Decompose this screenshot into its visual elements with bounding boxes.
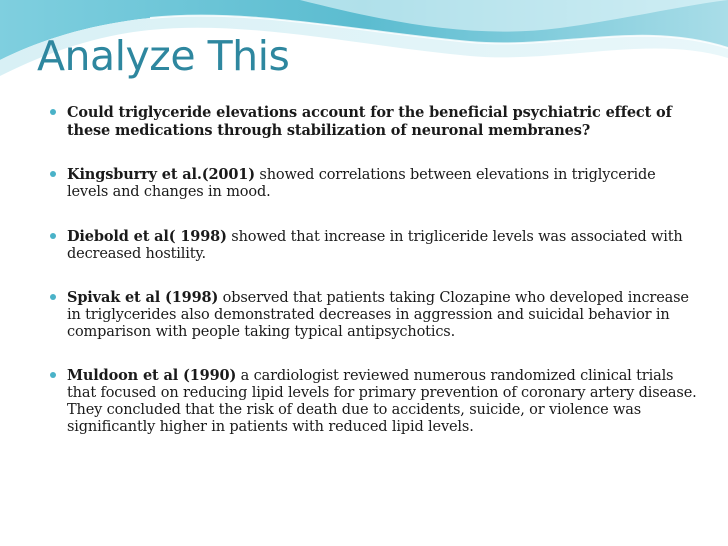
bullet-text — [67, 289, 701, 341]
slide-title: Analyze This — [37, 32, 290, 80]
bullet-dot-icon — [50, 233, 56, 239]
bullet-body: showed that increase in trigliceride levels was associated with decreased hostility. — [67, 229, 683, 262]
bullet-body: observed that patients taking Clozapine who developed increase in triglycerides also demonstrated decreases in aggression and suicidal behavior in comparison with people taking typical antipsychotics. — [67, 290, 689, 340]
bullet-body: showed correlations between elevations in triglyceride levels and changes in mood. — [67, 167, 656, 200]
bullet-text — [67, 228, 701, 263]
bullet-lead: Diebold et al( 1998) — [67, 228, 227, 245]
bullet-text — [67, 104, 701, 140]
bullet-dot-icon — [50, 294, 56, 300]
bullet-dot-icon — [50, 109, 56, 115]
bullet-text — [67, 367, 701, 436]
bullet-dot-icon — [50, 171, 56, 177]
bullet-text — [67, 166, 701, 201]
bullet-dot-icon — [50, 372, 56, 378]
bullet-lead: Spivak et al (1998) — [67, 289, 219, 306]
bullet-lead: Could triglyceride elevations account for the beneficial psychiatric effect of these medications through stabilization of neuronal membranes? — [67, 104, 672, 139]
bullet-lead: Kingsburry et al.(2001) — [67, 166, 255, 183]
bullet-lead: Muldoon et al (1990) — [67, 367, 237, 384]
bullet-body: a cardiologist reviewed numerous randomized clinical trials that focused on reducing lipid levels for primary prevention of coronary artery disease. They concluded that the risk of death due to accidents, suicide, or violence was significantly higher in patients with reduced lipid levels. — [67, 368, 697, 435]
